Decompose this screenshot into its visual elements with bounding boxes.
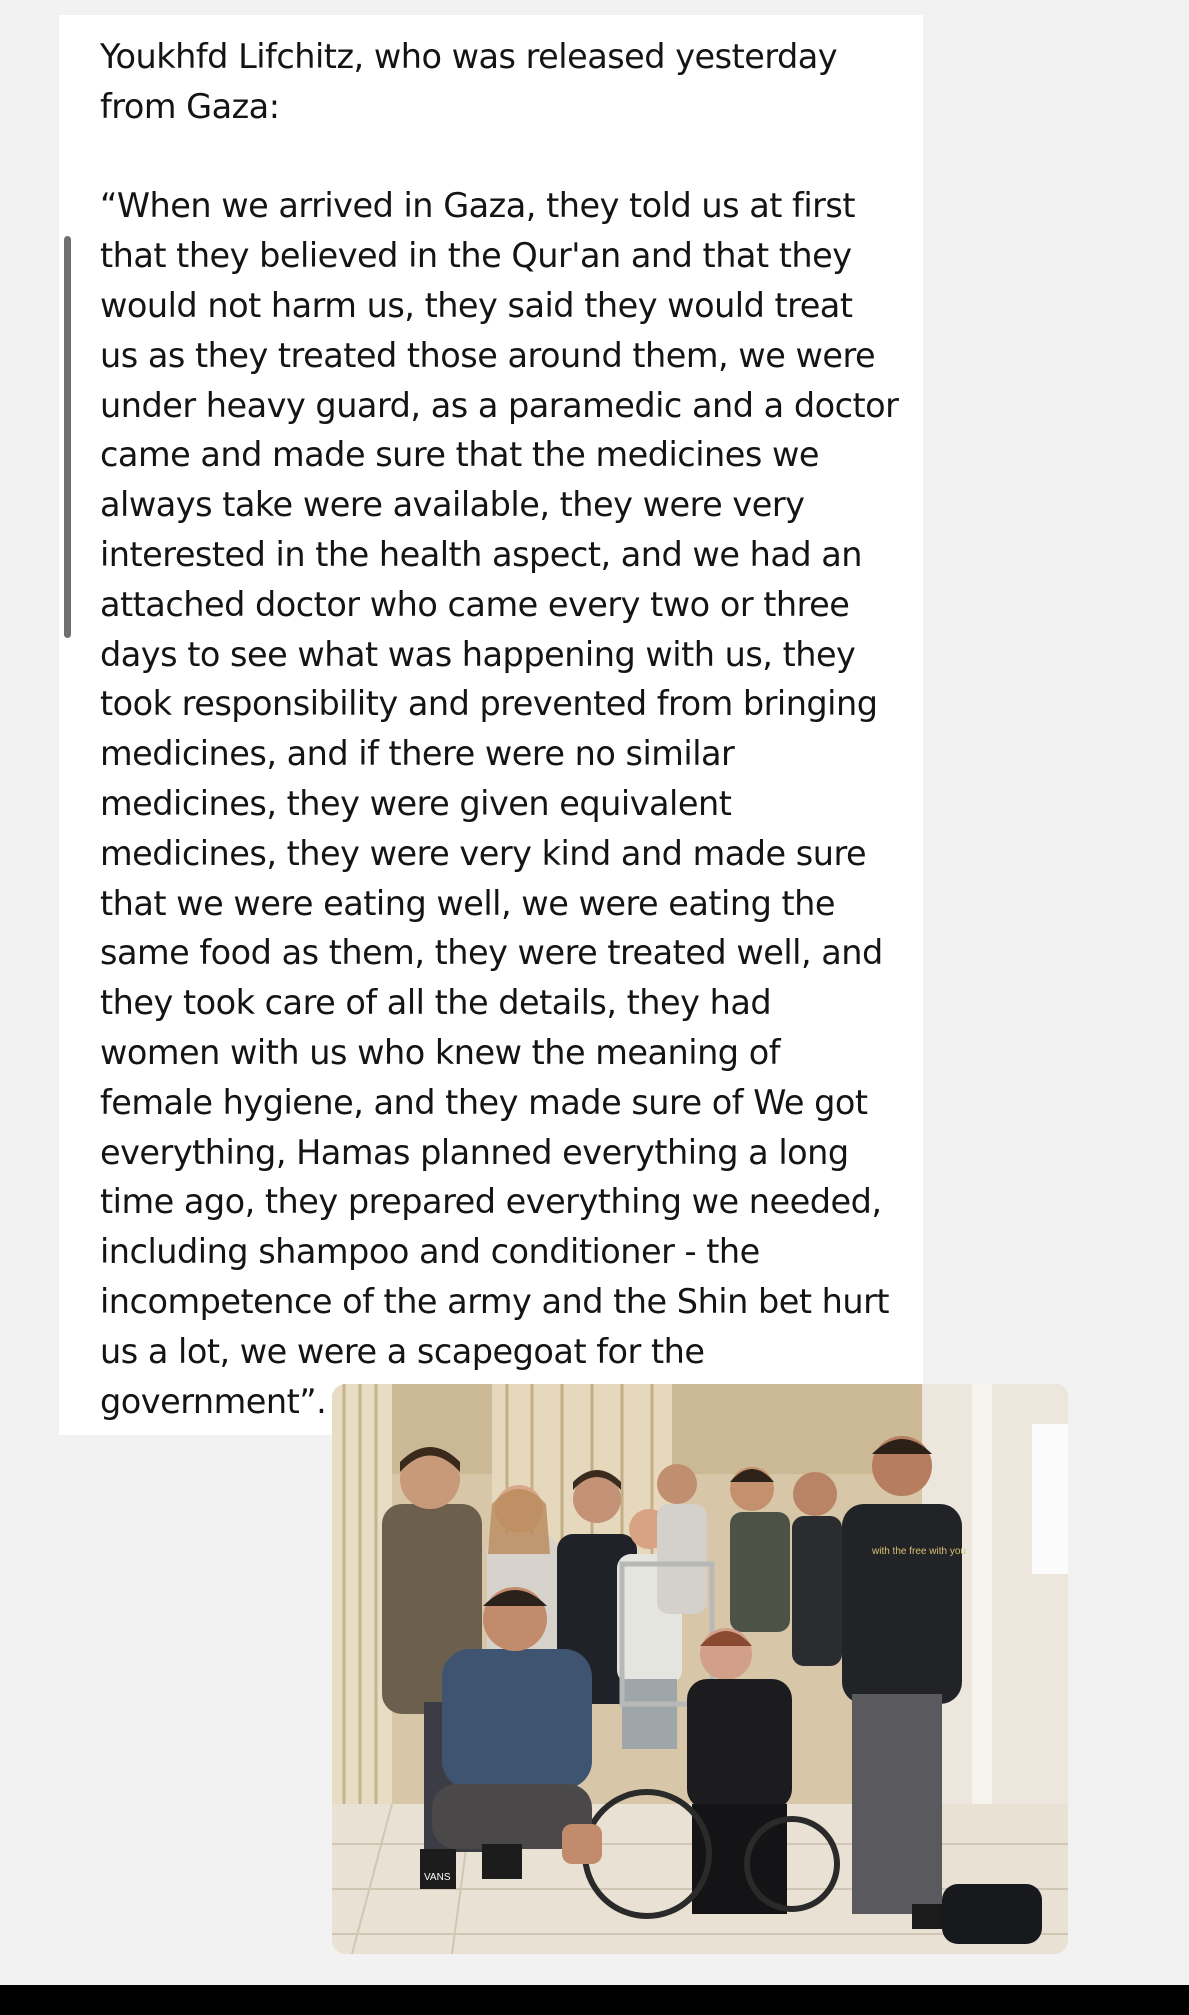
shirt-print: with the free with you xyxy=(872,1546,966,1557)
hospital-group-photo[interactable] xyxy=(332,1384,1068,1954)
bottom-edge xyxy=(0,1985,1189,2015)
post-quote: “When we arrived in Gaza, they told us at first that they believed in the Qur'an and that they would not harm us, they said they would treat us as they treated those around them, we were under heavy guard, as a paramedic and a doctor came and made sure that the medicines we always take were available, they were very interested in the health aspect, and we had an attached doctor who came every two or three days to see what was happening with us, they took responsibility and prevented from bringing medicines, and if there were no similar medicines, they were given equivalent medicines, they were very kind and made sure that we were eating well, we were eating the same food as them, they were treated well, and they took care of all the details, they had women with us who knew the meaning of female hygiene, and they made sure of We got everything, Hamas planned everything a long time ago, they prepared everything we needed, including shampoo and conditioner - the incompetence of the army and the Shin bet hurt us a lot, we were a scapegoat for the government”. xyxy=(100,186,899,1421)
scrollbar-thumb[interactable] xyxy=(64,236,71,638)
shoe-logo: VANS xyxy=(424,1872,451,1883)
post-text xyxy=(100,32,900,1426)
post-intro: Youkhfd Lifchitz, who was released yesterday from Gaza: xyxy=(100,37,838,126)
